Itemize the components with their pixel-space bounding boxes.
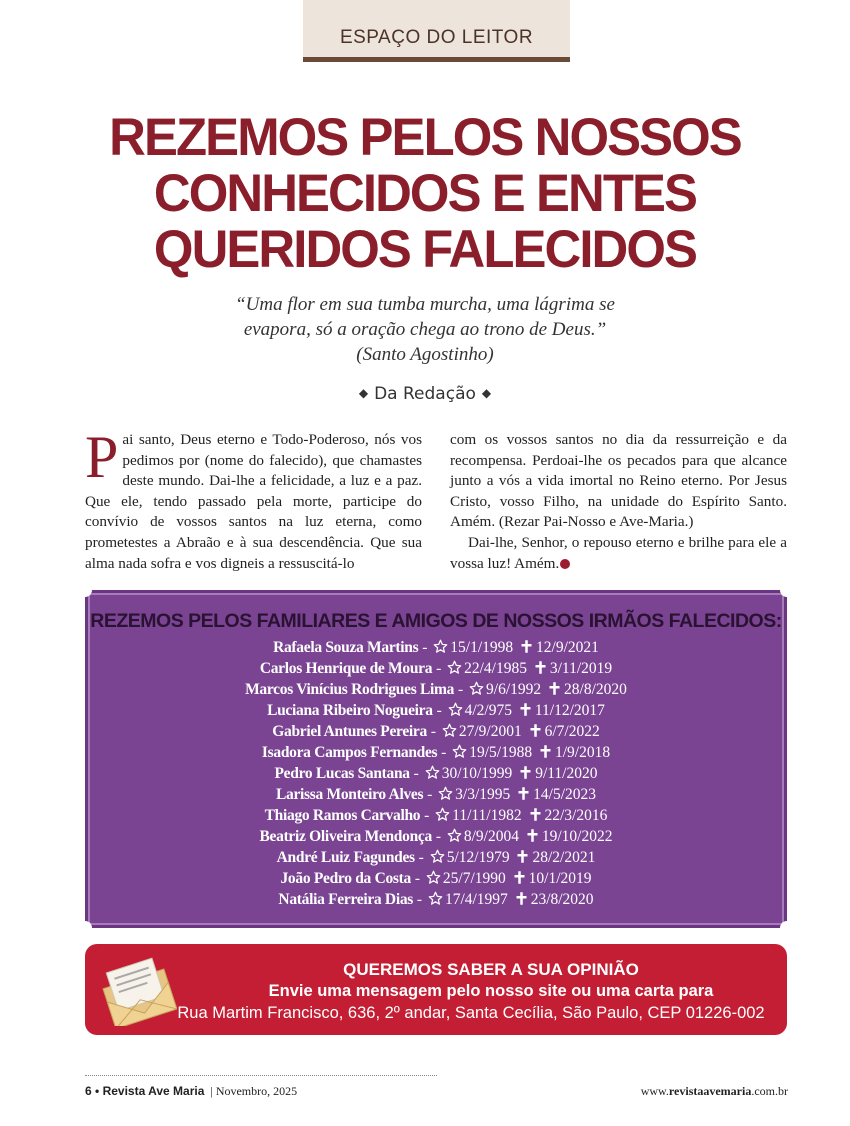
diamond-icon: ◆: [358, 386, 369, 400]
cross-icon: [525, 828, 540, 843]
quote-line: “Uma flor em sua tumba murcha, uma lágrima se: [235, 294, 615, 315]
death-date: 10/1/2019: [528, 870, 592, 887]
deceased-name: Carlos Henrique de Moura: [259, 660, 433, 677]
birth-date: 25/7/1990: [442, 870, 506, 887]
birth-date: 17/4/1997: [444, 891, 508, 908]
deceased-name: Marcos Vinícius Rodrigues Lima: [245, 681, 455, 698]
cross-icon: [528, 807, 543, 822]
article-text: Dai-lhe, Senhor, o repouso eterno e brilhe para ele a vossa luz! Amém.: [450, 533, 787, 572]
section-label: ESPAÇO DO LEITOR: [339, 27, 534, 48]
article-text: ai santo, Deus eterno e Todo-Poderoso, nós vos pedimos por (nome do falecido), que chamastes deste mundo. Dai-lhe a felicidade, a luz e a paz. Que ele, tendo passado pela morte, participe do convívio de vossos santos na luz eterna, como prometestes a Abraão e à sua descendência. Que sua alma nada sofra e vos digneis a ressuscitá-lo: [85, 431, 422, 572]
memorial-entry: Isadora Campos Fernandes - 19/5/1988 1/9/2018: [261, 744, 611, 761]
memorial-entry: Rafaela Souza Martins - 15/1/1998 12/9/2021: [273, 639, 599, 656]
deceased-name: Isadora Campos Fernandes: [261, 744, 438, 761]
headline-line: QUERIDOS FALECIDOS: [153, 220, 697, 279]
birth-date: 15/1/1998: [450, 639, 514, 656]
death-date: 22/3/2016: [544, 807, 608, 824]
corner-ornament: [78, 921, 92, 935]
death-date: 11/12/2017: [534, 702, 605, 719]
article-column-right: [450, 430, 787, 574]
star-icon: [438, 786, 453, 801]
article-column-left: [85, 424, 422, 574]
deceased-name: André Luiz Fagundes: [276, 849, 415, 866]
memorial-entry: João Pedro da Costa - 25/7/1990 10/1/2019: [280, 870, 592, 887]
deceased-name: Gabriel Antunes Pereira: [272, 723, 427, 740]
memorial-box: [85, 590, 787, 928]
birth-date: 22/4/1985: [464, 660, 527, 677]
diamond-icon: ◆: [481, 386, 492, 400]
star-icon: [447, 828, 462, 843]
star-icon: [428, 891, 443, 906]
corner-ornament: [78, 583, 92, 597]
birth-date: 3/3/1995: [455, 786, 511, 803]
deceased-name: Beatriz Oliveira Mendonça: [259, 828, 432, 845]
memorial-entry: Pedro Lucas Santana - 30/10/1999 9/11/2020: [274, 765, 598, 782]
star-icon: [447, 660, 462, 675]
cross-icon: [514, 891, 529, 906]
issue-date: Novembro, 2025: [215, 1084, 298, 1098]
death-date: 9/11/2020: [535, 765, 598, 782]
birth-date: 4/2/975: [464, 702, 512, 719]
opinion-title: QUEREMOS SABER A SUA OPINIÃO: [343, 960, 639, 979]
deceased-name: Thiago Ramos Carvalho: [264, 807, 421, 824]
death-date: 6/7/2022: [544, 723, 600, 740]
death-date: 14/5/2023: [533, 786, 597, 803]
deceased-name: Natália Ferreira Dias: [278, 891, 414, 908]
footer-left: 6 • Revista Ave Maria | Novembro, 2025: [85, 1084, 298, 1098]
memorial-entry: Luciana Ribeiro Nogueira - 4/2/975 11/12/2017: [267, 702, 605, 719]
site-url[interactable]: www.revistaavemaria.com.br: [640, 1084, 788, 1098]
memorial-entry: Beatriz Oliveira Mendonça - 8/9/2004 19/10/2022: [259, 828, 613, 845]
cross-icon: [528, 723, 543, 738]
memorial-entry: Natália Ferreira Dias - 17/4/1997 23/8/2020: [278, 891, 594, 908]
headline-line: REZEMOS PELOS NOSSOS: [109, 108, 741, 167]
star-icon: [448, 702, 463, 717]
death-date: 3/11/2019: [549, 660, 613, 677]
birth-date: 27/9/2001: [458, 723, 522, 740]
epigraph-quote: [210, 292, 640, 367]
birth-date: 30/10/1999: [441, 765, 513, 782]
star-icon: [426, 870, 441, 885]
article-paragraph: [85, 424, 422, 574]
memorial-entry: André Luiz Fagundes - 5/12/1979 28/2/2021: [276, 849, 596, 866]
headline-line: CONHECIDOS E ENTES: [153, 164, 697, 223]
headline: [55, 110, 794, 278]
star-icon: [452, 744, 467, 759]
death-date: 19/10/2022: [541, 828, 613, 845]
death-date: 23/8/2020: [530, 891, 594, 908]
star-icon: [430, 849, 445, 864]
birth-date: 11/11/1982: [452, 807, 522, 824]
star-icon: [425, 765, 440, 780]
cross-icon: [538, 744, 553, 759]
quote-attribution: (Santo Agostinho): [356, 344, 494, 365]
memorial-title: REZEMOS PELOS FAMILIARES E AMIGOS DE NOSSOS IRMÃOS FALECIDOS:: [90, 610, 782, 632]
memorial-entry: Thiago Ramos Carvalho - 11/11/1982 22/3/2016: [264, 807, 608, 824]
opinion-address: Rua Martim Francisco, 636, 2º andar, Santa Cecília, São Paulo, CEP 01226-002: [177, 1004, 765, 1022]
cross-icon: [518, 765, 533, 780]
corner-ornament: [780, 921, 794, 935]
deceased-name: Luciana Ribeiro Nogueira: [267, 702, 433, 719]
death-date: 28/2/2021: [532, 849, 596, 866]
quote-line: evapora, só a oração chega ao trono de Deus.”: [243, 319, 607, 340]
article-paragraph: com os vossos santos no dia da ressurreição e da recompensa. Perdoai-lhe os pecados para que alcance junto a vós a vida imortal no Reino eterno. Por Jesus Cristo, vosso Filho, na unidade do Espírito Santo. Amém. (Rezar Pai-Nosso e Ave-Maria.): [450, 431, 787, 531]
article-paragraph: [450, 533, 787, 574]
byline: [300, 384, 550, 404]
deceased-name: Rafaela Souza Martins: [273, 639, 419, 656]
death-date: 1/9/2018: [554, 744, 611, 761]
memorial-entry: Marcos Vinícius Rodrigues Lima - 9/6/1992 28/8/2020: [245, 681, 627, 698]
star-icon: [469, 681, 484, 696]
end-mark-icon: [560, 559, 570, 569]
deceased-name: João Pedro da Costa: [280, 870, 411, 887]
corner-ornament: [780, 583, 794, 597]
death-date: 28/8/2020: [564, 681, 627, 698]
publication-name: Revista Ave Maria: [102, 1084, 205, 1098]
cross-icon: [518, 702, 533, 717]
cross-icon: [533, 660, 548, 675]
star-icon: [442, 723, 457, 738]
drop-cap: P: [85, 424, 119, 490]
death-date: 12/9/2021: [536, 639, 599, 656]
star-icon: [433, 639, 448, 654]
opinion-subtitle: Envie uma mensagem pelo nosso site ou uma carta para: [268, 982, 714, 1000]
memorial-list: [85, 637, 787, 910]
birth-date: 19/5/1988: [469, 744, 533, 761]
memorial-entry: Larissa Monteiro Alves - 3/3/1995 14/5/2023: [275, 786, 597, 803]
birth-date: 5/12/1979: [446, 849, 510, 866]
cross-icon: [519, 639, 534, 654]
cross-icon: [547, 681, 562, 696]
birth-date: 9/6/1992: [486, 681, 542, 698]
section-tab: [303, 0, 570, 62]
cross-icon: [512, 870, 527, 885]
memorial-entry: Gabriel Antunes Pereira - 27/9/2001 6/7/2022: [272, 723, 600, 740]
birth-date: 8/9/2004: [463, 828, 519, 845]
page-number: 6: [85, 1084, 92, 1098]
star-icon: [435, 807, 450, 822]
cross-icon: [515, 849, 530, 864]
deceased-name: Larissa Monteiro Alves: [275, 786, 424, 803]
byline-text: Da Redação: [374, 384, 476, 404]
footer-rule: [85, 1075, 437, 1076]
cross-icon: [516, 786, 531, 801]
memorial-entry: Carlos Henrique de Moura - 22/4/1985 3/11/2019: [259, 660, 613, 677]
opinion-banner: [85, 944, 787, 1035]
deceased-name: Pedro Lucas Santana: [274, 765, 410, 782]
